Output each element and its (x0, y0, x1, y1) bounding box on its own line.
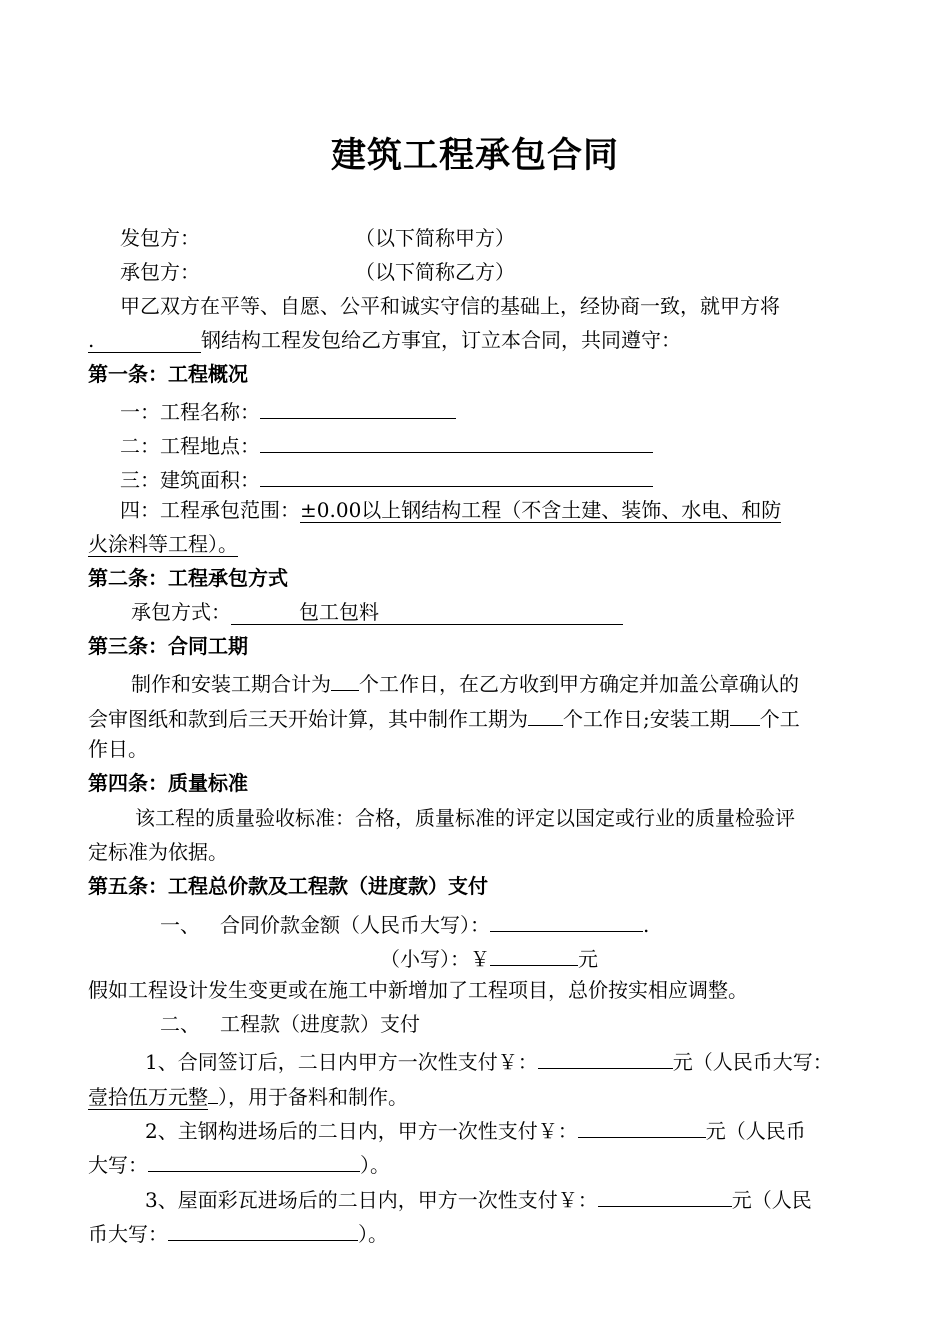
payment-2-amount-blank (578, 1115, 706, 1138)
scope-label: 四：工程承包范围： (120, 498, 300, 522)
total-days-blank (331, 668, 359, 691)
payment-2-line-2 (88, 1149, 390, 1177)
adjust-line: 假如工程设计发生变更或在施工中新增加了工程项目，总价按实相应调整。 (88, 978, 748, 1002)
project-name-label: 一：工程名称： (120, 400, 260, 424)
payment-heading-line (160, 1012, 420, 1036)
schedule-text-1b: 个工作日，在乙方收到甲方确定并加盖公章确认的 (359, 672, 799, 696)
payment-3-text-c: 币大写： (88, 1222, 168, 1246)
page-title: 建筑工程承包合同 (330, 136, 619, 176)
payment-2-text-a: 2、主钢构进场后的二日内，甲方一次性支付￥： (145, 1119, 578, 1143)
payment-2-text-b: 元（人民币 (705, 1119, 806, 1143)
employer-note: （以下简称甲方） (355, 226, 515, 250)
scope-line-2 (88, 532, 238, 556)
project-blank: . (88, 328, 201, 353)
schedule-line-3: 作日。 (88, 737, 148, 761)
payment-1-words: 壹拾伍万元整 (88, 1085, 208, 1109)
fabrication-days-blank (528, 703, 563, 726)
article-2-heading: 第二条：工程承包方式 (88, 566, 288, 590)
item-2-text: 工程款（进度款）支付 (220, 1012, 420, 1036)
price-words-blank (490, 909, 643, 932)
payment-3-words-blank (168, 1218, 358, 1241)
building-area-label: 三：建筑面积： (120, 468, 260, 492)
scope-value-2: 火涂料等工程）。 (88, 532, 238, 556)
article-3-heading: 第三条：合同工期 (88, 634, 248, 658)
contractor-label: 承包方： (120, 260, 200, 284)
scope-value-1: ±0.00以上钢结构工程（不含土建、装饰、水电、和防 (300, 498, 782, 522)
price-line (160, 909, 649, 937)
contractor-note: （以下简称乙方） (355, 260, 515, 284)
schedule-text-2b: 个工作日;安装工期 (563, 707, 730, 731)
price-small-line (380, 943, 598, 971)
payment-1-line-1 (145, 1046, 833, 1074)
building-area-line (120, 464, 653, 492)
schedule-text-1a: 制作和安装工期合计为 (131, 672, 331, 696)
payment-1-amount-blank (538, 1046, 673, 1069)
payment-3-line-1 (145, 1184, 812, 1212)
payment-2-text-c: 大写： (88, 1153, 148, 1177)
payment-3-text-a: 3、屋面彩瓦进场后的二日内，甲方一次性支付￥： (145, 1188, 598, 1212)
payment-2-line-1 (145, 1115, 806, 1143)
project-name-line (120, 396, 456, 424)
contract-mode-label: 承包方式： (131, 600, 231, 624)
intro-line-2-text: 钢结构工程发包给乙方事宜，订立本合同，共同遵守： (201, 328, 681, 352)
article-1-heading: 第一条：工程概况 (88, 362, 248, 386)
payment-1-text-b: 元（人民币大写： (672, 1050, 833, 1074)
item-2-number: 二、 (160, 1012, 200, 1036)
project-location-blank (260, 430, 653, 453)
payment-2-words-blank (148, 1149, 360, 1172)
project-name-blank (260, 396, 456, 419)
payment-3-text-b: 元（人民 (731, 1188, 812, 1212)
article-4-heading: 第四条：质量标准 (88, 771, 248, 795)
payment-2-text-d: ）。 (360, 1153, 390, 1177)
employer-line (120, 226, 200, 250)
contract-mode-value: 包工包料 (231, 600, 623, 625)
price-small-blank (490, 943, 578, 966)
article-5-heading: 第五条：工程总价款及工程款（进度款）支付 (88, 874, 488, 898)
price-small-label: （小写）：￥ (380, 947, 490, 971)
payment-1-text-d: ），用于备料和制作。 (218, 1085, 408, 1109)
item-1-number: 一、 (160, 913, 200, 937)
quality-line-1: 该工程的质量验收标准：合格，质量标准的评定以国定或行业的质量检验评 (135, 806, 795, 830)
contractor-line (120, 260, 200, 284)
intro-line-1: 甲乙双方在平等、自愿、公平和诚实守信的基础上，经协商一致，就甲方将 (120, 294, 780, 318)
scope-line-1 (120, 498, 781, 522)
price-small-unit: 元 (578, 947, 598, 971)
project-location-line (120, 430, 653, 458)
schedule-line-2 (88, 703, 800, 731)
schedule-line-1 (131, 668, 799, 696)
payment-3-amount-blank (598, 1184, 732, 1207)
payment-1-line-2 (88, 1081, 408, 1109)
contract-mode-line (131, 600, 623, 625)
employer-label: 发包方： (120, 226, 200, 250)
payment-1-text-a: 1、合同签订后，二日内甲方一次性支付￥： (145, 1050, 538, 1074)
schedule-text-2a: 会审图纸和款到后三天开始计算，其中制作工期为 (88, 707, 528, 731)
quality-line-2: 定标准为依据。 (88, 840, 228, 864)
payment-3-text-d: ）。 (358, 1222, 388, 1246)
schedule-text-2c: 个工 (759, 707, 800, 731)
item-1-text: 合同价款金额（人民币大写）： (220, 913, 490, 937)
project-location-label: 二：工程地点： (120, 434, 260, 458)
building-area-blank (260, 464, 653, 487)
payment-3-line-2 (88, 1218, 388, 1246)
intro-line-2 (88, 328, 681, 353)
item-1-tail: . (643, 913, 650, 937)
installation-days-blank (730, 703, 760, 726)
